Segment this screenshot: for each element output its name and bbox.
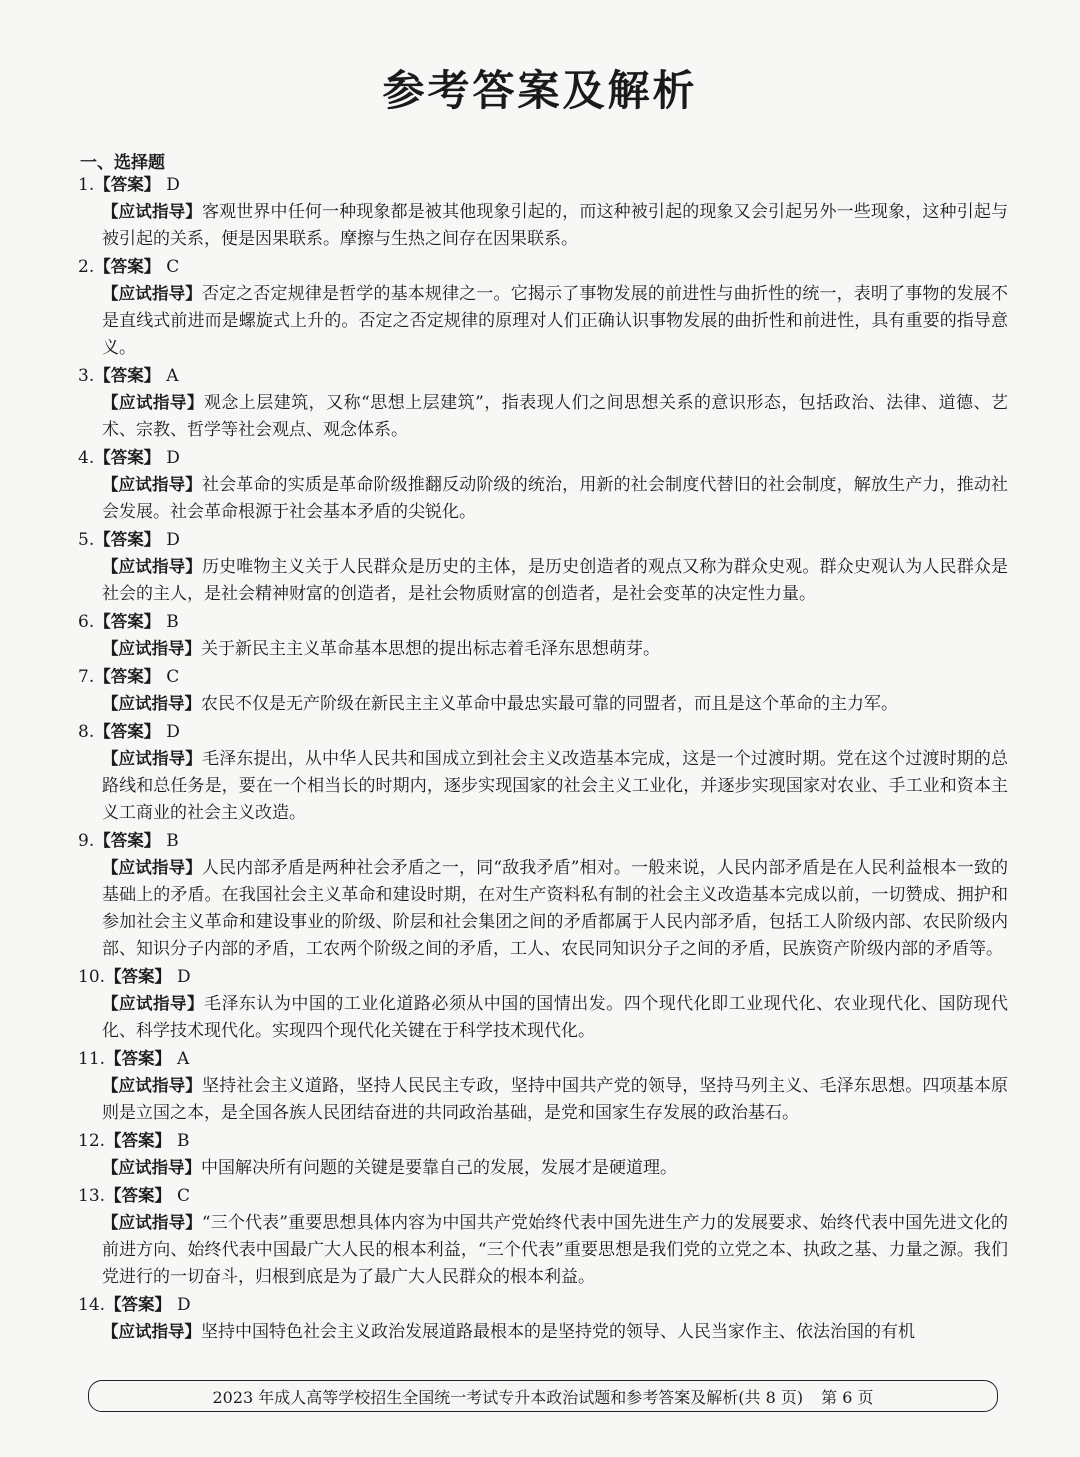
- question-number: 4.: [78, 448, 95, 468]
- answer-value: D: [177, 1295, 191, 1315]
- page-title: 参考答案及解析: [382, 66, 698, 115]
- page-footer: [88, 1380, 998, 1412]
- answer-tag: 【答案】: [105, 967, 172, 986]
- guide-tag: 【应试指导】: [102, 1322, 201, 1341]
- answer-line: [78, 718, 1008, 745]
- question-number: 9.: [78, 831, 95, 851]
- section-heading: 一、选择题: [80, 153, 165, 173]
- guide-paragraph: [102, 280, 1008, 362]
- guide-paragraph: [102, 1318, 1008, 1346]
- answer-tag: 【答案】: [94, 175, 161, 194]
- guide-paragraph: [102, 990, 1008, 1045]
- question-number: 5.: [78, 530, 95, 550]
- answer-line: [78, 827, 1008, 854]
- guide-tag: 【应试指导】: [102, 639, 201, 658]
- guide-tag: 【应试指导】: [102, 475, 202, 494]
- answer-tag: 【答案】: [94, 257, 161, 276]
- guide-text: 否定之否定规律是哲学的基本规律之一。它揭示了事物发展的前进性与曲折性的统一，表明了事物的发展不是直线式前进而是螺旋式上升的。否定之否定规律的原理对人们正确认识事物发展的曲折性和前进性，具有重要的指导意义。: [102, 284, 1009, 358]
- answer-value: B: [177, 1131, 190, 1151]
- guide-paragraph: [102, 471, 1008, 526]
- guide-paragraph: [102, 389, 1008, 444]
- question-item: [78, 362, 1008, 444]
- page-number: 第 6 页: [821, 1387, 874, 1407]
- answer-value: C: [166, 257, 180, 277]
- answer-value: A: [177, 1049, 190, 1069]
- question-number: 2.: [78, 257, 95, 277]
- question-number: 12.: [78, 1131, 106, 1151]
- answer-value: A: [166, 366, 179, 386]
- answer-line: [78, 253, 1008, 280]
- question-number: 1.: [78, 175, 95, 195]
- guide-tag: 【应试指导】: [102, 694, 201, 713]
- answer-line: [78, 608, 1008, 635]
- guide-paragraph: [102, 553, 1008, 608]
- question-number: 6.: [78, 612, 95, 632]
- question-item: [78, 1127, 1008, 1182]
- answer-value: B: [166, 831, 179, 851]
- question-item: [78, 718, 1008, 827]
- question-number: 11.: [78, 1049, 106, 1069]
- answer-value: D: [166, 448, 180, 468]
- guide-tag: 【应试指导】: [102, 858, 202, 877]
- question-item: [78, 253, 1008, 362]
- answer-tag: 【答案】: [105, 1186, 172, 1205]
- question-item: [78, 827, 1008, 963]
- guide-paragraph: [102, 854, 1008, 963]
- answer-line: [78, 963, 1008, 990]
- answer-line: [78, 663, 1008, 690]
- question-number: 13.: [78, 1186, 106, 1206]
- guide-tag: 【应试指导】: [102, 557, 202, 576]
- answer-value: D: [166, 530, 180, 550]
- answer-tag: 【答案】: [105, 1049, 172, 1068]
- answer-line: [78, 444, 1008, 471]
- question-item: [78, 1291, 1008, 1346]
- answer-value: B: [166, 612, 179, 632]
- guide-text: 历史唯物主义关于人民群众是历史的主体，是历史创造者的观点又称为群众史观。群众史观认为人民群众是社会的主人，是社会精神财富的创造者，是社会物质财富的创造者，是社会变革的决定性力量。: [102, 557, 1009, 604]
- guide-text: 客观世界中任何一种现象都是被其他现象引起的，而这种被引起的现象又会引起另外一些现象，这种引起与被引起的关系，便是因果联系。摩擦与生热之间存在因果联系。: [102, 202, 1009, 249]
- guide-tag: 【应试指导】: [102, 1076, 202, 1095]
- answer-value: D: [166, 722, 180, 742]
- answer-line: [78, 1291, 1008, 1318]
- guide-tag: 【应试指导】: [102, 994, 204, 1013]
- guide-text: 观念上层建筑，又称“思想上层建筑”，指表现人们之间思想关系的意识形态，包括政治、法律、道德、艺术、宗教、哲学等社会观点、观念体系。: [102, 393, 1008, 440]
- guide-tag: 【应试指导】: [102, 393, 204, 412]
- question-item: [78, 963, 1008, 1045]
- answer-value: D: [177, 967, 191, 987]
- answer-line: [78, 362, 1008, 389]
- question-item: [78, 1045, 1008, 1127]
- question-item: [78, 526, 1008, 608]
- guide-tag: 【应试指导】: [102, 1158, 201, 1177]
- question-number: 3.: [78, 366, 95, 386]
- guide-text: 农民不仅是无产阶级在新民主主义革命中最忠实最可靠的同盟者，而且是这个革命的主力军。: [201, 694, 898, 714]
- answer-tag: 【答案】: [94, 530, 161, 549]
- guide-tag: 【应试指导】: [102, 749, 202, 768]
- guide-paragraph: [102, 1072, 1008, 1127]
- answer-tag: 【答案】: [94, 612, 161, 631]
- answer-tag: 【答案】: [94, 831, 161, 850]
- guide-paragraph: [102, 690, 1008, 718]
- answer-tag: 【答案】: [105, 1131, 172, 1150]
- answer-line: [78, 1182, 1008, 1209]
- guide-text: 关于新民主主义革命基本思想的提出标志着毛泽东思想萌芽。: [201, 639, 660, 659]
- guide-paragraph: [102, 635, 1008, 663]
- answer-line: [78, 1045, 1008, 1072]
- question-item: [78, 444, 1008, 526]
- guide-text: 坚持中国特色社会主义政治发展道路最根本的是坚持党的领导、人民当家作主、依法治国的有机: [201, 1322, 915, 1342]
- question-number: 8.: [78, 722, 95, 742]
- answer-tag: 【答案】: [105, 1295, 172, 1314]
- answer-tag: 【答案】: [94, 667, 161, 686]
- question-item: [78, 1182, 1008, 1291]
- question-item: [78, 608, 1008, 663]
- answer-value: C: [166, 667, 180, 687]
- guide-text: 坚持社会主义道路，坚持人民民主专政，坚持中国共产党的领导，坚持马列主义、毛泽东思想。四项基本原则是立国之本，是全国各族人民团结奋进的共同政治基础，是党和国家生存发展的政治基石。: [102, 1076, 1009, 1123]
- answer-tag: 【答案】: [94, 722, 161, 741]
- guide-paragraph: [102, 745, 1008, 827]
- question-number: 7.: [78, 667, 95, 687]
- guide-tag: 【应试指导】: [102, 1213, 202, 1232]
- guide-paragraph: [102, 1154, 1008, 1182]
- answer-line: [78, 171, 1008, 198]
- question-number: 10.: [78, 967, 106, 987]
- answer-tag: 【答案】: [94, 366, 161, 385]
- guide-text: “三个代表”重要思想具体内容为中国共产党始终代表中国先进生产力的发展要求、始终代表中国先进文化的前进方向、始终代表中国最广大人民的根本利益，“三个代表”重要思想是我们党的立党之本、执政之基、力量之源。我们党进行的一切奋斗，归根到底是为了最广大人民群众的根本利益。: [102, 1213, 1009, 1287]
- guide-paragraph: [102, 198, 1008, 253]
- guide-text: 毛泽东认为中国的工业化道路必须从中国的国情出发。四个现代化即工业现代化、农业现代化、国防现代化、科学技术现代化。实现四个现代化关键在于科学技术现代化。: [102, 994, 1009, 1041]
- guide-tag: 【应试指导】: [102, 202, 202, 221]
- guide-text: 中国解决所有问题的关键是要靠自己的发展，发展才是硬道理。: [201, 1158, 677, 1178]
- answer-line: [78, 1127, 1008, 1154]
- footer-text: 2023 年成人高等学校招生全国统一考试专升本政治试题和参考答案及解析(共 8 页): [212, 1387, 804, 1407]
- question-number: 14.: [78, 1295, 106, 1315]
- guide-text: 人民内部矛盾是两种社会矛盾之一，同“敌我矛盾”相对。一般来说，人民内部矛盾是在人民利益根本一致的基础上的矛盾。在我国社会主义革命和建设时期，在对生产资料私有制的社会主义改造基本完成以前，一切赞成、拥护和参加社会主义革命和建设事业的阶级、阶层和社会集团之间的矛盾都属于人民内部矛盾，包括工人阶级内部、农民阶级内部、知识分子内部的矛盾，工农两个阶级之间的矛盾，工人、农民同知识分子之间的矛盾，民族资产阶级内部的矛盾等。: [102, 858, 1009, 959]
- question-item: [78, 663, 1008, 718]
- answer-value: D: [166, 175, 180, 195]
- guide-paragraph: [102, 1209, 1008, 1291]
- guide-text: 社会革命的实质是革命阶级推翻反动阶级的统治，用新的社会制度代替旧的社会制度，解放生产力，推动社会发展。社会革命根源于社会基本矛盾的尖锐化。: [102, 475, 1009, 522]
- guide-text: 毛泽东提出，从中华人民共和国成立到社会主义改造基本完成，这是一个过渡时期。党在这个过渡时期的总路线和总任务是，要在一个相当长的时期内，逐步实现国家的社会主义工业化，并逐步实现国家对农业、手工业和资本主义工商业的社会主义改造。: [102, 749, 1009, 823]
- question-item: [78, 171, 1008, 253]
- answer-line: [78, 526, 1008, 553]
- answer-value: C: [177, 1186, 191, 1206]
- answer-tag: 【答案】: [94, 448, 161, 467]
- guide-tag: 【应试指导】: [102, 284, 202, 303]
- question-list: [78, 171, 1008, 1346]
